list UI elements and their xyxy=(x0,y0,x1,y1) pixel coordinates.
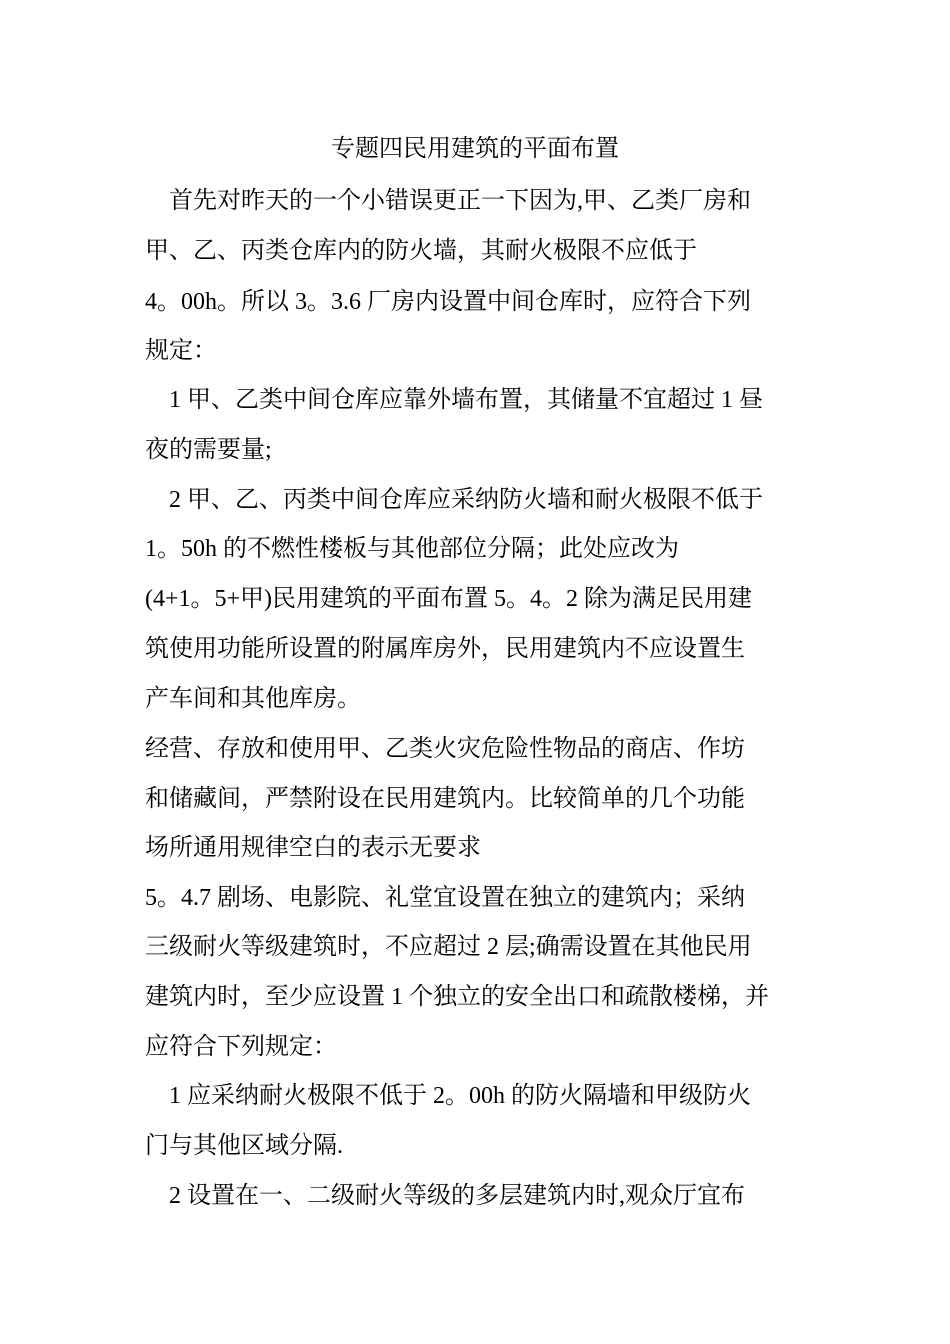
text-line: 建筑内时，至少应设置 1 个独立的安全出口和疏散楼梯，并 xyxy=(145,984,769,1010)
text-line: (4+1。5+甲)民用建筑的平面布置 5。4。2 除为满足民用建 xyxy=(145,586,753,612)
text-line: 产车间和其他库房。 xyxy=(145,686,361,712)
text-line: 1 应采纳耐火极限不低于 2。00h 的防火隔墙和甲级防火 xyxy=(145,1083,751,1109)
text-line: 首先对昨天的一个小错误更正一下因为,甲、乙类厂房和 xyxy=(145,188,751,214)
text-line: 4。00h。所以 3。3.6 厂房内设置中间仓库时，应符合下列 xyxy=(145,289,751,315)
text-line: 1 甲、乙类中间仓库应靠外墙布置，其储量不宜超过 1 昼 xyxy=(145,387,763,413)
text-line: 甲、乙、丙类仓库内的防火墙，其耐火极限不应低于 xyxy=(145,238,697,264)
document-title: 专题四民用建筑的平面布置 xyxy=(331,136,619,162)
text-line: 场所通用规律空白的表示无要求 xyxy=(145,835,481,861)
text-line: 经营、存放和使用甲、乙类火灾危险性物品的商店、作坊 xyxy=(145,736,745,762)
text-line: 夜的需要量; xyxy=(145,437,272,463)
text-line: 规定： xyxy=(145,338,217,364)
text-line: 三级耐火等级建筑时，不应超过 2 层;确需设置在其他民用 xyxy=(145,934,752,960)
text-line: 筑使用功能所设置的附属库房外，民用建筑内不应设置生 xyxy=(145,636,745,662)
text-line: 1。50h 的不燃性楼板与其他部位分隔；此处应改为 xyxy=(145,536,679,562)
text-line: 门与其他区域分隔. xyxy=(145,1133,343,1159)
text-line: 应符合下列规定： xyxy=(145,1034,337,1060)
text-line: 2 甲、乙、丙类中间仓库应采纳防火墙和耐火极限不低于 xyxy=(145,487,763,513)
text-line: 5。4.7 剧场、电影院、礼堂宜设置在独立的建筑内；采纳 xyxy=(145,885,745,911)
text-line: 2 设置在一、二级耐火等级的多层建筑内时,观众厅宜布 xyxy=(145,1183,745,1209)
text-line: 和储藏间，严禁附设在民用建筑内。比较简单的几个功能 xyxy=(145,786,745,812)
